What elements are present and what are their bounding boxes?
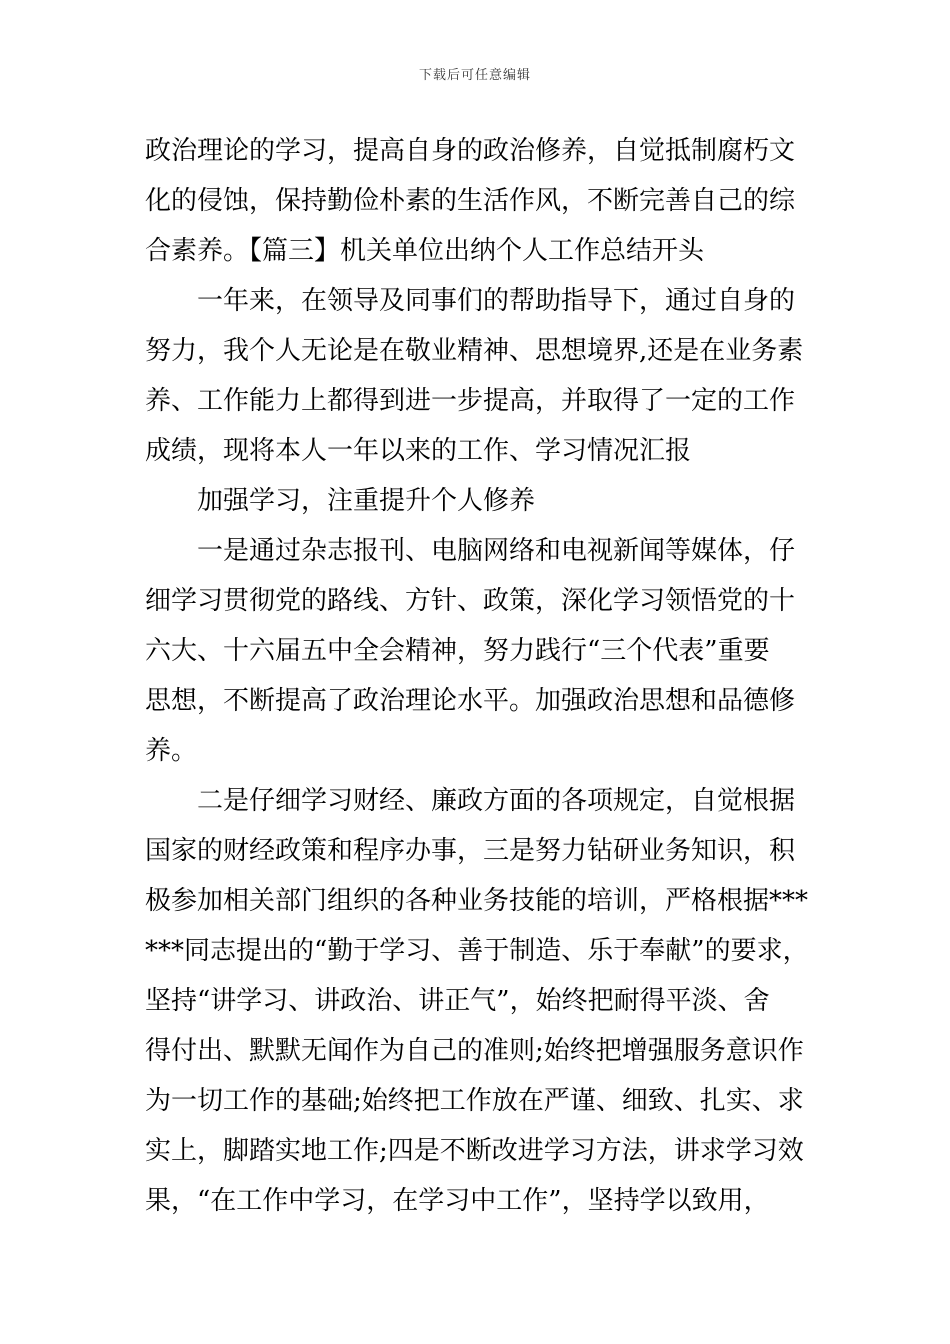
text-line: 二是仔细学习财经、廉政方面的各项规定，自觉根据 <box>197 786 796 816</box>
text-line: 为一切工作的基础;始终把工作放在严谨、细致、扎实、求 <box>145 1086 804 1116</box>
text-line: 养、工作能力上都得到进一步提高，并取得了一定的工作 <box>145 386 796 416</box>
text-line: 坚持“讲学习、讲政治、讲正气”，始终把耐得平淡、舍 <box>145 986 770 1016</box>
text-line: 极参加相关部门组织的各种业务技能的培训，严格根据*** <box>145 886 809 916</box>
text-line: 加强学习，注重提升个人修养 <box>197 486 536 516</box>
text-line: 果，“在工作中学习，在学习中工作”，坚持学以致用， <box>145 1186 770 1216</box>
text-line: 一年来，在领导及同事们的帮助指导下，通过自身的 <box>197 286 796 316</box>
text-line: 六大、十六届五中全会精神，努力践行“三个代表”重要 <box>145 636 770 666</box>
page-header: 下载后可任意编辑 <box>418 68 531 83</box>
text-line: 努力，我个人无论是在敬业精神、思想境界,还是在业务素 <box>145 336 804 366</box>
text-line: 一是通过杂志报刊、电脑网络和电视新闻等媒体，仔 <box>197 536 796 566</box>
text-line: 成绩，现将本人一年以来的工作、学习情况汇报 <box>145 436 692 466</box>
text-line: 细学习贯彻党的路线、方针、政策，深化学习领悟党的十 <box>145 586 796 616</box>
text-line: 政治理论的学习，提高自身的政治修养，自觉抵制腐朽文 <box>145 136 796 166</box>
text-line: 国家的财经政策和程序办事，三是努力钻研业务知识，积 <box>145 836 796 866</box>
document-body <box>145 126 815 1226</box>
text-line: ***同志提出的“勤于学习、善于制造、乐于奉献”的要求， <box>145 936 809 966</box>
text-line: 思想，不断提高了政治理论水平。加强政治思想和品德修 <box>145 686 796 716</box>
text-line: 实上，脚踏实地工作;四是不断改进学习方法，讲求学习效 <box>145 1136 804 1166</box>
text-line: 合素养。【篇三】机关单位出纳个人工作总结开头 <box>145 236 705 266</box>
text-line: 化的侵蚀，保持勤俭朴素的生活作风，不断完善自己的综 <box>145 186 796 216</box>
text-line: 养。 <box>145 736 198 766</box>
text-line: 得付出、默默无闻作为自己的准则;始终把增强服务意识作 <box>145 1036 804 1066</box>
